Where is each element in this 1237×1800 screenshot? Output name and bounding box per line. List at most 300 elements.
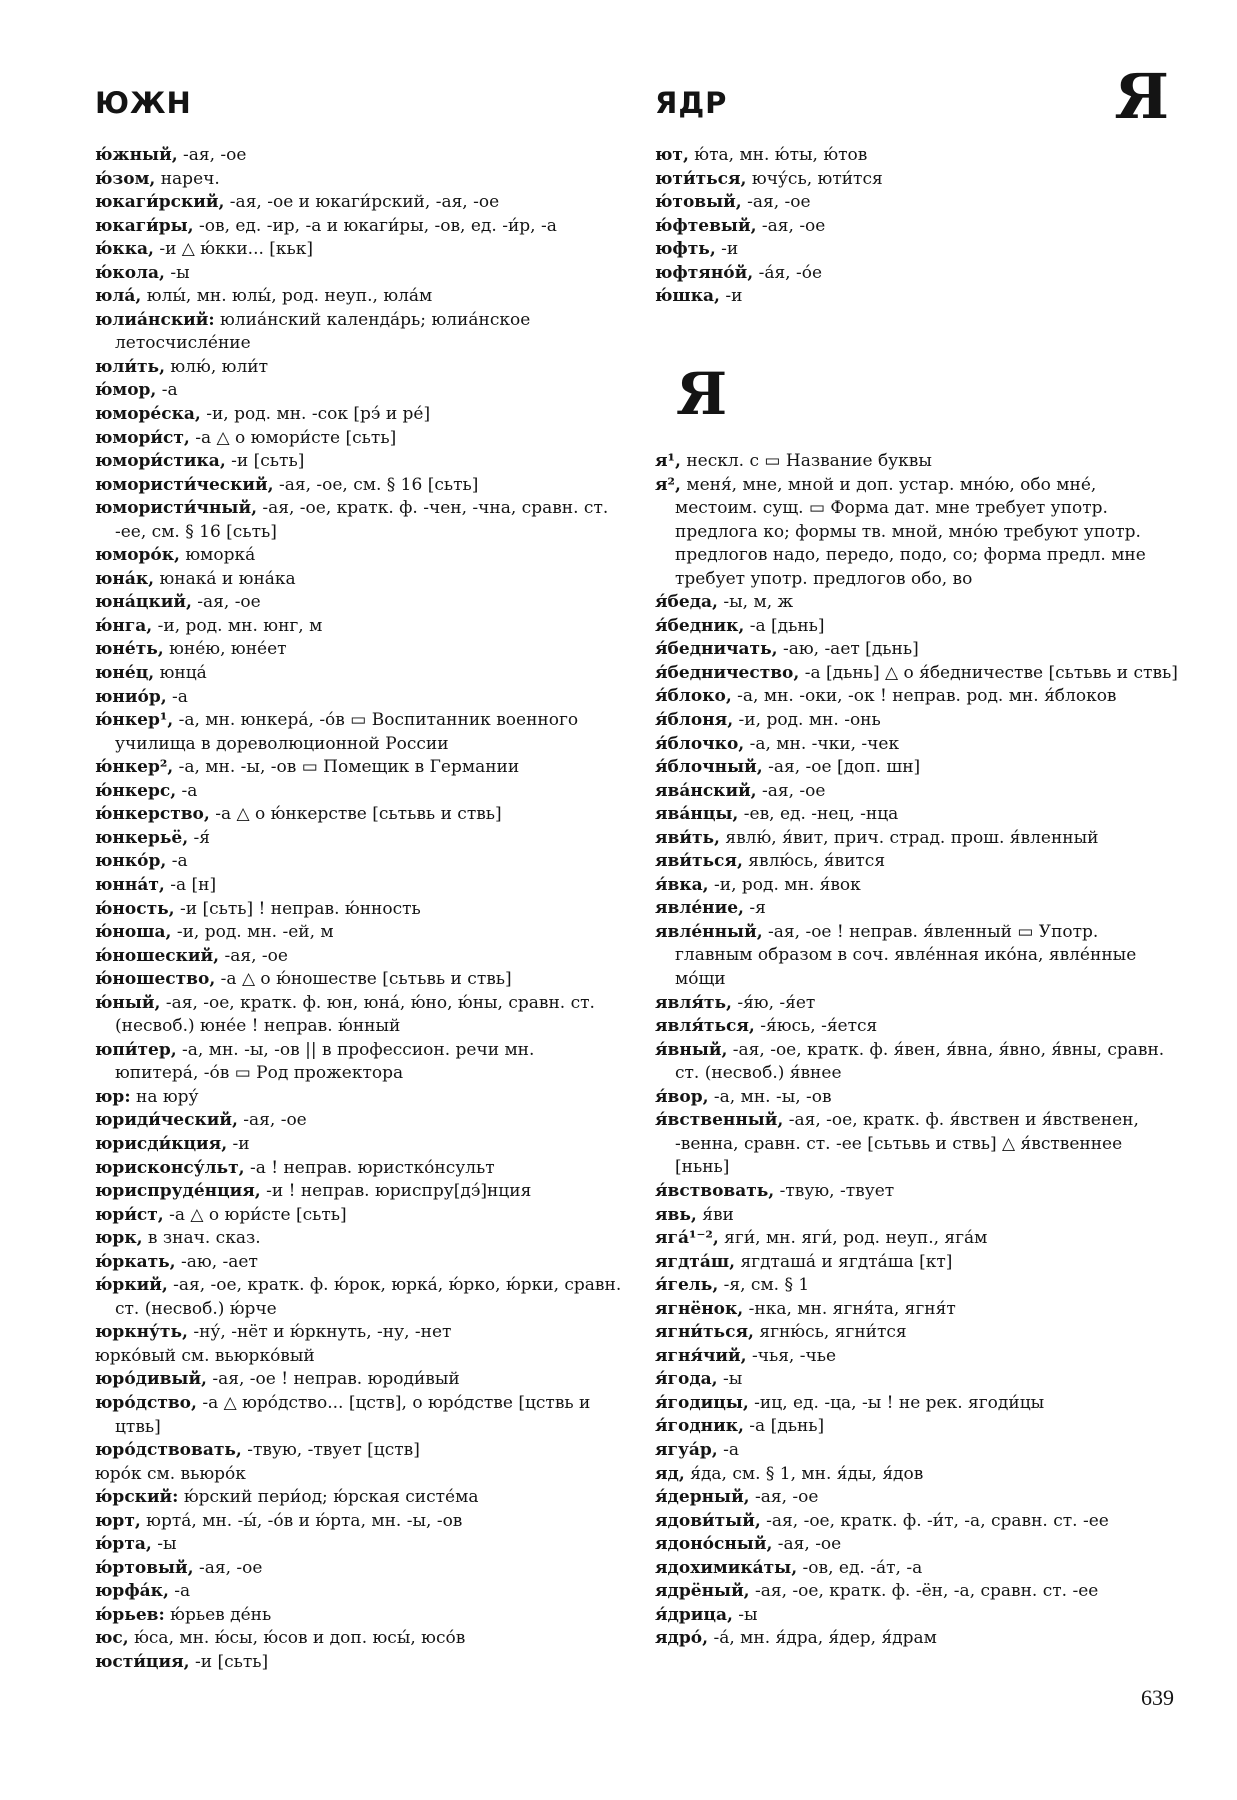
entry-body: юнца́ (154, 663, 207, 684)
dictionary-entry (655, 1439, 1178, 1463)
dictionary-entry (655, 709, 1178, 733)
entry-headword: я́дрица, (655, 1604, 733, 1625)
dictionary-entry (95, 638, 623, 662)
entry-headword: ю́нкер¹, (95, 710, 174, 731)
dictionary-entry (95, 1486, 623, 1510)
dictionary-entry (655, 803, 1178, 827)
dictionary-entry (95, 238, 623, 262)
entry-headword: ядохимика́ты, (655, 1557, 798, 1578)
dictionary-entry (95, 686, 623, 710)
entry-headword: я́беда, (655, 592, 718, 613)
entry-body: юне́ю, юне́ет (163, 639, 287, 660)
entry-body: я́да, см. § 1, мн. я́ды, я́дов (684, 1463, 924, 1484)
entry-body: -и (719, 286, 743, 307)
entry-headword: юрфа́к, (95, 1581, 169, 1602)
entry-body: меня́, мне, мной и доп. устар. мно́ю, обо мне́, местоим. сущ. ▭ Форма дат. мне требует употр. предлога ко; формы тв. мной, мно́ю требуют употр. предлогов надо, передо, подо, со; форма предл. мне требует употр. предлогов обо, во (675, 474, 1146, 589)
entry-headword: я́гель, (655, 1275, 719, 1296)
entry-body: юлы́, мн. юлы́, род. неуп., юла́м (141, 286, 433, 307)
entry-headword: ю́ноша, (95, 922, 172, 943)
entry-body: -а [дьнь] △ о я́бедничестве [сьтьвь и ствь] (799, 662, 1178, 683)
entry-headword: юро́дивый, (95, 1369, 207, 1390)
dictionary-entry (95, 168, 623, 192)
entry-body: ю́рьев де́нь (164, 1604, 272, 1625)
dictionary-entry (95, 921, 623, 945)
dictionary-entry (655, 1109, 1178, 1180)
dictionary-entry (655, 191, 1178, 215)
dictionary-entry (655, 215, 1178, 239)
dictionary-entry (655, 1486, 1178, 1510)
entry-body: -я (743, 898, 766, 919)
dictionary-entry (655, 1321, 1178, 1345)
entry-body: -ов, ед. -а́т, -а (797, 1557, 923, 1578)
dictionary-entry (655, 1392, 1178, 1416)
dictionary-entry (655, 1298, 1178, 1322)
dictionary-entry (655, 1580, 1178, 1604)
entry-headword: явле́ние, (655, 898, 744, 919)
dictionary-entry (95, 356, 623, 380)
right-running-head: ЯДР (655, 86, 728, 120)
entry-headword: я́блочко, (655, 733, 745, 754)
dictionary-entry (655, 638, 1178, 662)
dictionary-entry (655, 1533, 1178, 1557)
entry-body: -а ! неправ. юристко́нсульт (244, 1157, 495, 1178)
dictionary-entry (95, 1580, 623, 1604)
entry-body: -ы, м, ж (717, 592, 794, 613)
entry-body: -ая, -ое, кратк. ф. -чен, -чна, сравн. ст. -ее, см. § 16 [сьть] (115, 498, 609, 542)
corner-section-letter: Я (1114, 60, 1169, 133)
entry-headword: ягня́чий, (655, 1345, 747, 1366)
entry-body: -чья, -чье (746, 1345, 837, 1366)
entry-headword: явле́нный, (655, 921, 763, 942)
entry-headword: ю́кола, (95, 262, 165, 283)
dictionary-entry (95, 1133, 623, 1157)
entry-headword: юро́дство, (95, 1392, 197, 1413)
dictionary-entry (95, 215, 623, 239)
entry-body: -ая, -ое ! неправ. я́вленный ▭ Употр. главным образом в соч. явле́нная ико́на, явле́нные мо́щи (675, 921, 1137, 990)
entry-headword: яга́¹⁻², (655, 1228, 719, 1249)
dictionary-entry (95, 497, 623, 544)
entry-headword: я́года, (655, 1369, 718, 1390)
dictionary-entry (655, 733, 1178, 757)
entry-body: -ая, -ое (191, 592, 261, 613)
entry-body: -а [н] (164, 874, 217, 895)
entry-headword: я́блоня, (655, 710, 734, 731)
entry-body: юрко́вый см. вьюрко́вый (95, 1345, 315, 1366)
entry-headword: юмори́ст, (95, 427, 190, 448)
dictionary-entry (95, 898, 623, 922)
entry-headword: ю́жный, (95, 145, 178, 165)
entry-headword: юпи́тер, (95, 1039, 177, 1060)
entry-body: -ая, -ое, кратк. ф. ю́рок, юрка́, ю́рко, ю́рки, сравн. ст. (несвоб.) ю́рче (115, 1275, 622, 1319)
dictionary-entry (655, 1368, 1178, 1392)
dictionary-entry (95, 1274, 623, 1321)
entry-headword: ю́нкер², (95, 757, 174, 778)
entry-headword: юс, (95, 1628, 129, 1649)
entry-body: яги́, мн. яги́, род. неуп., яга́м (718, 1228, 988, 1249)
entry-headword: я², (655, 474, 681, 495)
entry-headword: юмористи́ческий, (95, 474, 274, 495)
entry-headword: ягни́ться, (655, 1322, 754, 1343)
dictionary-entry (95, 709, 623, 756)
dictionary-entry (95, 262, 623, 286)
entry-body: -и, род. мн. -онь (733, 710, 881, 731)
entry-headword: я́вка, (655, 874, 709, 895)
entry-body: -я́ю, -я́ет (731, 992, 816, 1013)
entry-body: -и, род. мн. -сок [рэ́ и ре́] (200, 404, 431, 425)
entry-body: -а △ о юмори́сте [сьть] (189, 427, 397, 448)
entry-headword: юфть, (655, 239, 716, 260)
entry-body: -ая, -ое (741, 192, 811, 213)
entry-headword: юнкерьё, (95, 827, 189, 848)
entry-headword: юриди́ческий, (95, 1110, 238, 1131)
dictionary-entry (655, 1015, 1178, 1039)
entry-headword: ю́ркать, (95, 1251, 176, 1272)
entry-headword: юриспруде́нция, (95, 1181, 261, 1202)
entry-body: -а (176, 780, 198, 801)
entry-headword: юрисконсу́льт, (95, 1157, 245, 1178)
dictionary-entry (95, 874, 623, 898)
entry-body: ягню́сь, ягни́тся (753, 1322, 907, 1343)
entry-headword: юкаги́ры, (95, 215, 194, 236)
dictionary-entry (95, 756, 623, 780)
entry-headword: юнко́р, (95, 851, 167, 872)
entry-body: -а [дьнь] (743, 1416, 825, 1437)
entry-body: -и [сьть] (189, 1652, 269, 1672)
entry-headword: ю́шка, (655, 286, 720, 307)
entry-body: нескл. с ▭ Название буквы (680, 451, 932, 471)
entry-body: -ая, -ое (237, 1110, 307, 1131)
page-number: 639 (1141, 1685, 1174, 1710)
dictionary-entry (655, 615, 1178, 639)
dictionary-entry (95, 379, 623, 403)
entry-headword: ю́рта, (95, 1534, 152, 1555)
entry-headword: явля́ться, (655, 1016, 755, 1037)
entry-headword: я́бедник, (655, 615, 745, 636)
dictionary-entry (655, 474, 1178, 592)
entry-body: -ая, -ое (749, 1487, 819, 1508)
entry-headword: ягуа́р, (655, 1439, 718, 1460)
dictionary-entry (655, 1251, 1178, 1275)
entry-headword: юкаги́рский, (95, 192, 225, 213)
dictionary-entry (655, 874, 1178, 898)
left-running-head: ЮЖН (95, 86, 192, 120)
entry-body: юлю́, юли́т (165, 356, 268, 377)
entry-body: -ая, -ое [доп. шн] (762, 757, 921, 778)
dictionary-entry (655, 850, 1178, 874)
dictionary-entry (655, 662, 1178, 686)
dictionary-entry (655, 685, 1178, 709)
dictionary-entry (95, 1086, 623, 1110)
dictionary-entry (95, 285, 623, 309)
dictionary-entry (655, 897, 1178, 921)
entry-headword: юли́ть, (95, 356, 166, 377)
dictionary-entry (95, 1627, 623, 1651)
entry-body: -а △ о ю́нкерстве [сьтьвь и ствь] (209, 804, 502, 825)
entry-headword: юфтяно́й, (655, 262, 754, 283)
dictionary-entry (655, 1627, 1178, 1651)
dictionary-entry (95, 144, 623, 168)
dictionary-entry (95, 662, 623, 686)
dictionary-entry (95, 1227, 623, 1251)
entry-body: -ая, -ое (772, 1534, 842, 1555)
entry-body: ягдташа́ и ягдта́ша [кт] (735, 1251, 953, 1272)
entry-headword: ю́ношество, (95, 969, 216, 990)
dictionary-entry (655, 285, 1178, 309)
dictionary-entry (95, 1463, 623, 1487)
entry-body: -а́я, -о́е (753, 262, 823, 283)
entry-headword: юсти́ция, (95, 1652, 190, 1672)
dictionary-entry (655, 827, 1178, 851)
entry-body: -и ! неправ. юриспру[дэ́]нция (260, 1181, 532, 1202)
entry-body: -аю, -ает [дьнь] (777, 639, 919, 660)
entry-headword: ю́мор, (95, 380, 157, 401)
dictionary-entry (655, 1463, 1178, 1487)
entry-body: ючу́сь, юти́тся (746, 168, 883, 189)
entry-headword: я́вный, (655, 1039, 728, 1060)
dictionary-entry (655, 921, 1178, 992)
dictionary-entry (95, 544, 623, 568)
dictionary-entry (655, 1345, 1178, 1369)
entry-body: -а, мн. -ы, -ов || в профессион. речи мн. юпитера́, -о́в ▭ Род прожектора (115, 1039, 535, 1084)
dictionary-entry (95, 780, 623, 804)
entry-headword: юморо́к, (95, 545, 180, 566)
entry-body: юрта́, мн. -ы́, -о́в и ю́рта, мн. -ы, -ов (140, 1510, 463, 1531)
entry-headword: юрк, (95, 1228, 143, 1249)
entry-body: юнака́ и юна́ка (154, 568, 296, 589)
entry-body: -ая, -ое, см. § 16 [сьть] (273, 474, 479, 495)
entry-headword: ю́ношеский, (95, 945, 220, 966)
section-heading: Я (676, 360, 728, 428)
entry-headword: юр: (95, 1086, 131, 1107)
entry-body: юро́к см. вьюро́к (95, 1463, 246, 1484)
entry-body: -иц, ед. -ца, -ы ! не рек. ягоди́цы (748, 1392, 1045, 1413)
dictionary-entry (655, 144, 1178, 168)
dictionary-entry (95, 827, 623, 851)
entry-body: юморка́ (179, 545, 256, 566)
entry-body: -я́ (188, 827, 211, 848)
entry-body: -ая, -ое (756, 215, 826, 236)
entry-headword: юри́ст, (95, 1204, 164, 1225)
entry-headword: юро́дствовать, (95, 1440, 242, 1461)
dictionary-entry (95, 1109, 623, 1133)
entry-body: -ая, -ое, кратк. ф. юн, юна́, ю́но, ю́ны, сравн. ст. (несвоб.) юне́е ! неправ. ю́нный (115, 992, 595, 1037)
entry-headword: ю́зом, (95, 168, 156, 189)
entry-headword: яви́ться, (655, 851, 743, 872)
entry-headword: я¹, (655, 451, 681, 471)
entry-headword: ю́рский: (95, 1487, 179, 1508)
entry-body: ю́рский пери́од; ю́рская систе́ма (178, 1487, 479, 1508)
entry-body: -а △ о ю́ношестве [сьтьвь и ствь] (215, 969, 512, 990)
entry-headword: юне́ц, (95, 663, 155, 684)
entry-headword: юнио́р, (95, 686, 167, 707)
dictionary-entry (655, 1204, 1178, 1228)
dictionary-entry (655, 756, 1178, 780)
entry-body: -ев, ед. -нец, -нца (738, 804, 899, 825)
right-column (655, 450, 1178, 1651)
dictionary-entry (95, 403, 623, 427)
entry-headword: я́дерный, (655, 1487, 750, 1508)
entry-headword: ягнёнок, (655, 1298, 744, 1319)
entry-headword: ядро́, (655, 1628, 709, 1649)
dictionary-entry (655, 168, 1178, 192)
dictionary-entry (655, 780, 1178, 804)
dictionary-entry (95, 1180, 623, 1204)
dictionary-entry (95, 1533, 623, 1557)
entry-headword: ю́рьев: (95, 1604, 165, 1625)
dictionary-entry (95, 1345, 623, 1369)
entry-body: -а (166, 851, 188, 872)
dictionary-entry (655, 238, 1178, 262)
entry-body: -ая, -ое, кратк. ф. я́вствен и я́вственен, -венна, сравн. ст. -ее [сьтьвь и ствь] △ я́вственнее [ньнь] (675, 1110, 1139, 1178)
entry-body: -а △ юро́дство... [цств], о юро́дстве [цствь и цтвь] (115, 1392, 591, 1437)
entry-headword: ягдта́ш, (655, 1251, 736, 1272)
entry-body: -твую, -твует [цств] (241, 1440, 420, 1461)
entry-headword: ют, (655, 145, 689, 165)
entry-headword: юмори́стика, (95, 451, 226, 472)
dictionary-entry (655, 1227, 1178, 1251)
entry-headword: юти́ться, (655, 168, 747, 189)
entry-headword: юлиа́нский: (95, 309, 215, 330)
dictionary-entry (655, 1180, 1178, 1204)
entry-headword: явля́ть, (655, 992, 732, 1013)
entry-headword: я́годицы, (655, 1392, 749, 1413)
entry-body: -а, мн. -оки, -ок ! неправ. род. мн. я́блоков (731, 686, 1117, 707)
entry-body: -ая, -ое, кратк. ф. -ён, -а, сравн. ст. -ее (749, 1581, 1099, 1602)
entry-headword: юморе́ска, (95, 404, 201, 425)
entry-body: -ы (151, 1534, 177, 1555)
dictionary-entry (655, 1604, 1178, 1628)
dictionary-entry (95, 850, 623, 874)
entry-headword: я́вор, (655, 1086, 709, 1107)
entry-body: -нка, мн. ягня́та, ягня́т (743, 1298, 956, 1319)
entry-body: -а́, мн. я́дра, я́дер, я́драм (708, 1628, 937, 1649)
entry-headword: ява́нский, (655, 780, 757, 801)
dictionary-entry (95, 191, 623, 215)
entry-body: на юру́ (130, 1086, 199, 1107)
entry-headword: юне́ть, (95, 639, 164, 660)
entry-headword: юрисди́кция, (95, 1133, 228, 1154)
entry-body: ю́та, мн. ю́ты, ю́тов (688, 145, 868, 165)
entry-body: -ы (164, 262, 190, 283)
entry-body: -а, мн. юнкера́, -о́в ▭ Воспитанник военного училища в дореволюционной России (115, 710, 579, 754)
dictionary-entry (95, 1039, 623, 1086)
entry-body: -а (166, 686, 188, 707)
entry-headword: ю́ный, (95, 992, 161, 1013)
dictionary-entry (95, 474, 623, 498)
entry-body: -а (717, 1439, 739, 1460)
entry-headword: ю́нга, (95, 615, 153, 636)
dictionary-entry (655, 1274, 1178, 1298)
entry-headword: ю́кка, (95, 239, 154, 260)
entry-headword: я́блоко, (655, 686, 732, 707)
entry-body: явлю́сь, я́вится (742, 851, 886, 872)
entry-body: -и, род. мн. я́вок (708, 874, 861, 895)
dictionary-entry (655, 1086, 1178, 1110)
entry-body: -а, мн. -ы, -ов (708, 1086, 832, 1107)
dictionary-entry (95, 968, 623, 992)
dictionary-entry (655, 450, 1178, 474)
entry-body: -ая, -ое ! неправ. юроди́вый (206, 1369, 460, 1390)
entry-body: -а (156, 380, 178, 401)
entry-body: я́ви (696, 1204, 734, 1225)
dictionary-entry (655, 1510, 1178, 1534)
entry-headword: юла́, (95, 286, 142, 307)
entry-body: -а [дьнь] (744, 615, 825, 636)
entry-headword: ява́нцы, (655, 804, 739, 825)
entry-body: -а △ о юри́сте [сьть] (163, 1204, 347, 1225)
entry-headword: яд, (655, 1463, 685, 1484)
entry-body: явлю́, я́вит, прич. страд. прош. я́вленный (719, 827, 1099, 848)
dictionary-entry (95, 427, 623, 451)
entry-headword: ядоно́сный, (655, 1534, 773, 1555)
dictionary-entry (95, 945, 623, 969)
entry-body: -ая, -ое, кратк. ф. -и́т, -а, сравн. ст. -ее (760, 1510, 1109, 1531)
entry-body: -ая, -ое, кратк. ф. я́вен, я́вна, я́вно, я́вны, сравн. ст. (несвоб.) я́внее (675, 1039, 1165, 1084)
entry-headword: юмористи́чный, (95, 498, 257, 519)
dictionary-entry (655, 1557, 1178, 1581)
dictionary-entry (95, 1604, 623, 1628)
entry-body: -твую, -твует (774, 1180, 895, 1201)
entry-body: -я́юсь, -я́ется (754, 1016, 878, 1037)
entry-headword: ю́товый, (655, 192, 742, 213)
entry-body: юлиа́нский календа́рь; юлиа́нское летосчисле́ние (115, 309, 531, 354)
entry-headword: юна́цкий, (95, 592, 192, 613)
right-column-top (655, 144, 1178, 309)
entry-body: -ая, -ое и юкаги́рский, -ая, -ое (224, 192, 500, 213)
entry-headword: я́вственный, (655, 1110, 784, 1131)
entry-headword: я́вствовать, (655, 1180, 775, 1201)
dictionary-entry (95, 1557, 623, 1581)
entry-body: -и, род. мн. -ей, м (171, 922, 334, 943)
dictionary-entry (95, 1392, 623, 1439)
dictionary-entry (655, 262, 1178, 286)
entry-body: -ая, -ое (193, 1557, 263, 1578)
dictionary-entry (95, 1157, 623, 1181)
dictionary-entry (95, 803, 623, 827)
dictionary-entry (95, 1251, 623, 1275)
dictionary-entry (95, 568, 623, 592)
dictionary-entry (95, 615, 623, 639)
dictionary-entry (95, 1651, 623, 1675)
entry-headword: ю́ртовый, (95, 1557, 194, 1578)
entry-headword: юнна́т, (95, 874, 165, 895)
entry-body: -а, мн. -чки, -чек (744, 733, 900, 754)
entry-body: -и, род. мн. юнг, м (152, 615, 323, 636)
entry-body: -и [сьть] ! неправ. ю́нность (174, 898, 421, 919)
entry-headword: ю́ность, (95, 898, 175, 919)
entry-headword: ю́фтевый, (655, 215, 757, 236)
entry-headword: юркну́ть, (95, 1322, 188, 1343)
dictionary-entry (95, 309, 623, 356)
entry-body: -и △ ю́кки... [кьк] (153, 239, 314, 260)
dictionary-entry (655, 591, 1178, 615)
dictionary-entry (655, 1039, 1178, 1086)
entry-headword: явь, (655, 1204, 697, 1225)
entry-body: нареч. (155, 168, 220, 189)
entry-body: -а, мн. -ы, -ов ▭ Помещик в Германии (173, 757, 520, 778)
entry-headword: ядрёный, (655, 1581, 750, 1602)
entry-body: -ая, -ое (756, 780, 826, 801)
entry-headword: юна́к, (95, 568, 155, 589)
entry-headword: юрт, (95, 1510, 141, 1531)
dictionary-entry (655, 1415, 1178, 1439)
entry-headword: я́бедничать, (655, 639, 778, 660)
entry-headword: ю́нкерс, (95, 780, 177, 801)
entry-body: -и (715, 239, 739, 260)
dictionary-entry (655, 992, 1178, 1016)
left-column (95, 144, 623, 1675)
entry-body: -я, см. § 1 (718, 1275, 810, 1296)
